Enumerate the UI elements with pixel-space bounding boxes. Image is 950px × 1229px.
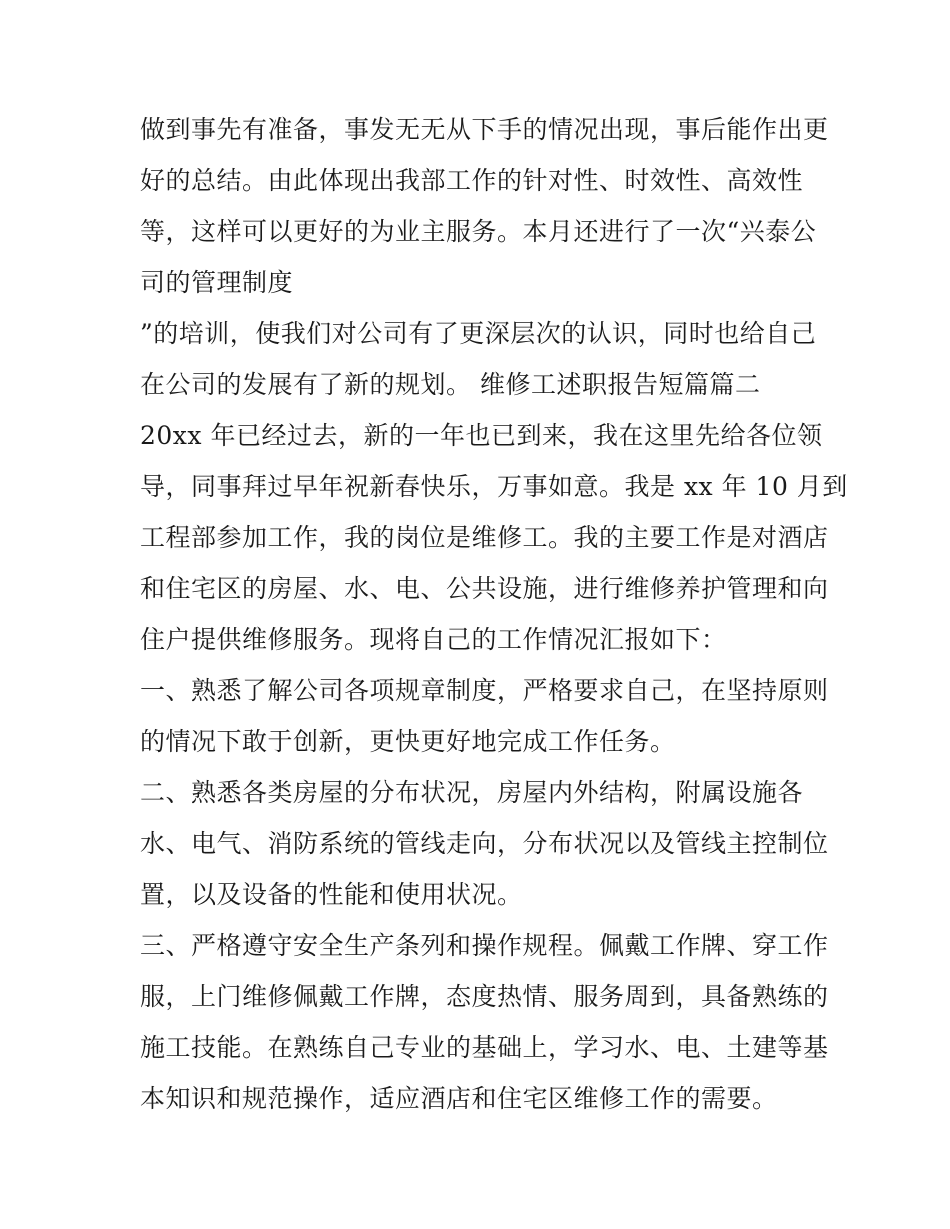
text-line: 一、熟悉了解公司各项规章制度，严格要求自己，在坚持原则 [140,676,829,705]
text-line: 司的管理制度 [140,268,294,297]
document-body [140,104,848,1124]
text-line: 在公司的发展有了新的规划。 维修工述职报告短篇篇二 [140,370,761,399]
text-line: 好的总结。由此体现出我部工作的针对性、时效性、高效性 [140,166,804,195]
text-line: 二、熟悉各类房屋的分布状况，房屋内外结构，附属设施各 [140,778,804,807]
text-line: 和住宅区的房屋、水、电、公共设施，进行维修养护管理和向 [140,574,829,603]
text-line: 做到事先有准备，事发无无从下手的情况出现，事后能作出更 [140,115,829,144]
text-line: 工程部参加工作，我的岗位是维修工。我的主要工作是对酒店 [140,523,829,552]
text-line: 施工技能。在熟练自己专业的基础上，学习水、电、土建等基 [140,1033,829,1062]
text-line: 等，这样可以更好的为业主服务。本月还进行了一次“兴泰公 [140,217,817,246]
text-line: 的情况下敢于创新，更快更好地完成工作任务。 [140,727,676,756]
text-line: 20xx 年已经过去，新的一年也已到来，我在这里先给各位领 [140,421,823,450]
text-line: 置，以及设备的性能和使用状况。 [140,880,523,909]
text-line: 服，上门维修佩戴工作牌，态度热情、服务周到，具备熟练的 [140,982,829,1011]
text-line: 水、电气、消防系统的管线走向，分布状况以及管线主控制位 [140,829,829,858]
text-line: 导，同事拜过早年祝新春快乐，万事如意。我是 xx 年 10 月到 [140,472,848,501]
text-line: 住户提供维修服务。现将自己的工作情况汇报如下： [140,625,727,654]
text-line: 三、严格遵守安全生产条列和操作规程。佩戴工作牌、穿工作 [140,931,829,960]
text-line: 本知识和规范操作，适应酒店和住宅区维修工作的需要。 [140,1084,778,1113]
text-line: ”的培训，使我们对公司有了更深层次的认识，同时也给自己 [140,319,817,348]
